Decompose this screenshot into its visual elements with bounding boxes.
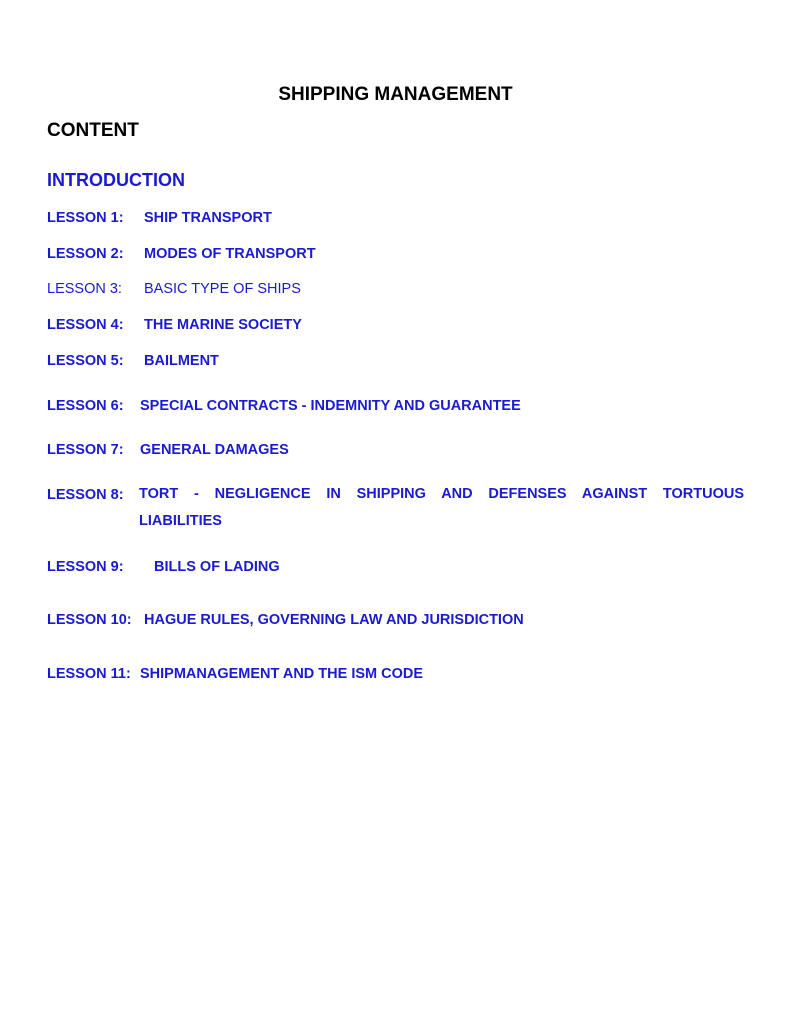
lesson-9-number: LESSON 9: bbox=[47, 559, 124, 575]
lesson-11-number: LESSON 11: bbox=[47, 666, 131, 682]
lesson-7-title: GENERAL DAMAGES bbox=[140, 442, 289, 458]
lesson-6-title: SPECIAL CONTRACTS - INDEMNITY AND GUARANTEE bbox=[140, 398, 521, 414]
lesson-1-title: SHIP TRANSPORT bbox=[144, 210, 272, 226]
lesson-8-title: TORT - NEGLIGENCE IN SHIPPING AND DEFENSES AGAINST TORTUOUS LIABILITIES bbox=[139, 486, 744, 529]
lesson-9-title: BILLS OF LADING bbox=[154, 559, 280, 575]
lesson-5-number: LESSON 5: bbox=[47, 353, 124, 369]
lesson-2-title: MODES OF TRANSPORT bbox=[144, 246, 316, 262]
lesson-10-title: HAGUE RULES, GOVERNING LAW AND JURISDICTION bbox=[144, 612, 524, 628]
lesson-8[interactable] bbox=[47, 481, 744, 535]
content-heading: CONTENT bbox=[47, 120, 139, 141]
lesson-11-title: SHIPMANAGEMENT AND THE ISM CODE bbox=[140, 666, 424, 682]
lesson-6-number: LESSON 6: bbox=[47, 398, 124, 414]
document-title: SHIPPING MANAGEMENT bbox=[278, 84, 513, 105]
lesson-8-number: LESSON 8: bbox=[47, 487, 124, 503]
lesson-3-number: LESSON 3: bbox=[47, 281, 122, 297]
lesson-10-number: LESSON 10: bbox=[47, 612, 132, 628]
lesson-7-number: LESSON 7: bbox=[47, 442, 124, 458]
introduction-heading: INTRODUCTION bbox=[47, 170, 185, 190]
lesson-4-number: LESSON 4: bbox=[47, 317, 124, 333]
lesson-3-title: BASIC TYPE OF SHIPS bbox=[144, 281, 301, 297]
lesson-4-title: THE MARINE SOCIETY bbox=[144, 317, 302, 333]
lesson-1-number: LESSON 1: bbox=[47, 210, 124, 226]
lesson-5-title: BAILMENT bbox=[144, 353, 219, 369]
lesson-2-number: LESSON 2: bbox=[47, 246, 124, 262]
